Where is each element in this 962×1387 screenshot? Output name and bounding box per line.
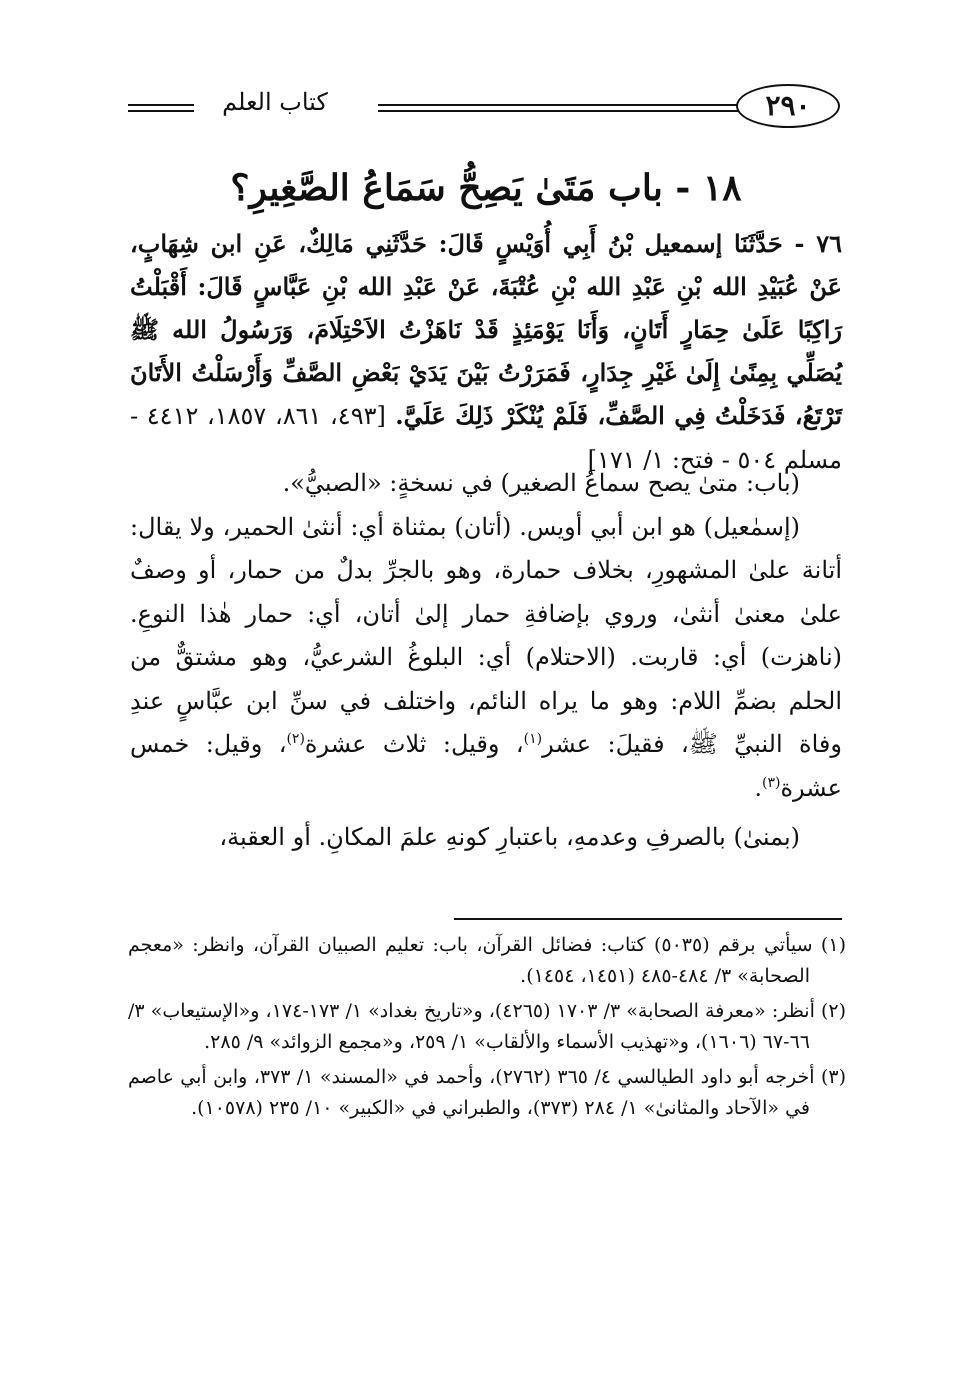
footnote-marker: (٣) [761, 774, 781, 791]
header-rule [378, 104, 738, 106]
commentary-text: ، وقيل: خمس عشرة [130, 730, 842, 802]
commentary-paragraph [130, 506, 842, 811]
commentary-text: ، وقيل: ثلاث عشرة [304, 730, 524, 758]
page-number: ٢٩٠ [736, 84, 840, 128]
footnote: (٢) أنظر: «معرفة الصحابة» ٣/ ١٧٠٣ (٤٢٦٥)، و«تاريخ بغداد» ١/ ١٧٣-١٧٤، و«الإستيعاب» ٣/ ٦٦-٦٧ (١٦٠٦)، و«تهذيب الأسماء والألقاب» ١/ ٢٥٩، و«مجمع الزوائد» ٩/ ٢٨٥. [128, 1000, 847, 1053]
commentary-text: (إسمٰعيل) هو ابن أبي أويس. (أتان) بمثناة أي: أنثىٰ الحمير، ولا يقال: أتانة علىٰ المشهورِ، بخلاف حمارة، وهو بالجرِّ بدلٌ من حمار، أو وصفٌ علىٰ معنىٰ أنثىٰ، وروي بإضافةِ حمار إلىٰ أتان، أي: حمار هٰذا النوعِ. (ناهزت) أي: قاربت. (الاحتلام) أي: البلوغُ الشرعيُّ، وهو مشتقٌّ من الحلم بضمِّ اللام: وهو ما يراه النائم، واختلف في سنِّ ابن عبَّاسٍ عندِ وفاة النبيِّ ﷺ، فقيلَ: عشر [130, 512, 842, 758]
header-rule [128, 104, 194, 106]
running-title: كتاب العلم [222, 88, 328, 116]
commentary-text: . [754, 773, 762, 802]
footnotes [128, 930, 846, 1128]
commentary-paragraph: (بمنىٰ) بالصرفِ وعدمهِ، باعتبارِ كونهِ علمَ المكانِ. أو العقبة، [219, 823, 800, 851]
hadith-body: ٧٦ - حَدَّثَنَا إسمعيل بْنُ أَبِي أُوَيْسٍ قَالَ: حَدَّثَنِي مَالِكٌ، عَنِ ابن شِهَابٍ، عَنْ عُبَيْدِ الله بْنِ عَبْدِ الله بْنِ عُتْبَةَ، عَنْ عَبْدِ الله بْنِ عَبَّاسٍ قَالَ: أَقْبَلْتُ رَاكِبًا عَلَىٰ حِمَارٍ أَتَانٍ، وَأَنَا يَوْمَئِذٍ قَدْ نَاهَزْتُ الاَحْتِلَامَ، وَرَسُولُ الله ﷺ يُصَلِّي بِمِنًىٰ إِلَىٰ غَيْرِ جِدَارٍ، فَمَرَرْتُ بَيْنَ يَدَيْ بَعْضِ الصَّفِّ وَأَرْسَلْتُ الأَتَانَ تَرْتَعُ، فَدَخَلْتُ فِي الصَّفِّ، فَلَمْ يُنْكَرْ ذَلِكَ عَلَيَّ. [130, 229, 843, 430]
commentary-paragraph: (باب: متىٰ يصح سماعُ الصغير) في نسخةٍ: «الصبيُّ». [282, 469, 800, 497]
header-rule [128, 110, 194, 112]
footnote-marker: (١) [523, 731, 543, 747]
page-header [128, 78, 840, 138]
hadith-references: [٤٩٣، ٨٦١، ١٨٥٧، ٤٤١٢ - مسلم ٥٠٤ - فتح: ١/ ١٧١] [130, 402, 842, 474]
chapter-title: ١٨ - باب مَتَىٰ يَصِحُّ سَمَاعُ الصَّغِيرِ؟ [230, 167, 742, 209]
header-rule [378, 110, 738, 112]
footnote-marker: (٢) [286, 731, 305, 747]
footnote: (١) سيأتي برقم (٥٠٣٥) كتاب: فضائل القرآن، باب: تعليم الصبيان القرآن، وانظر: «معجم الصحابة» ٣/ ٤٨٤-٤٨٥ (١٤٥١، ١٤٥٤). [128, 934, 846, 987]
hadith-text [130, 222, 842, 482]
footnote-separator [454, 918, 842, 920]
commentary [130, 462, 842, 860]
footnote: (٣) أخرجه أبو داود الطيالسي ٤/ ٣٦٥ (٢٧٦٢)، وأحمد في «المسند» ١/ ٣٧٣، وابن أبي عاصم في «الآحاد والمثانىٰ» ١/ ٢٨٤ (٣٧٣)، والطبراني في «الكبير» ١٠/ ٢٣٥ (١٠٥٧٨). [128, 1066, 847, 1119]
